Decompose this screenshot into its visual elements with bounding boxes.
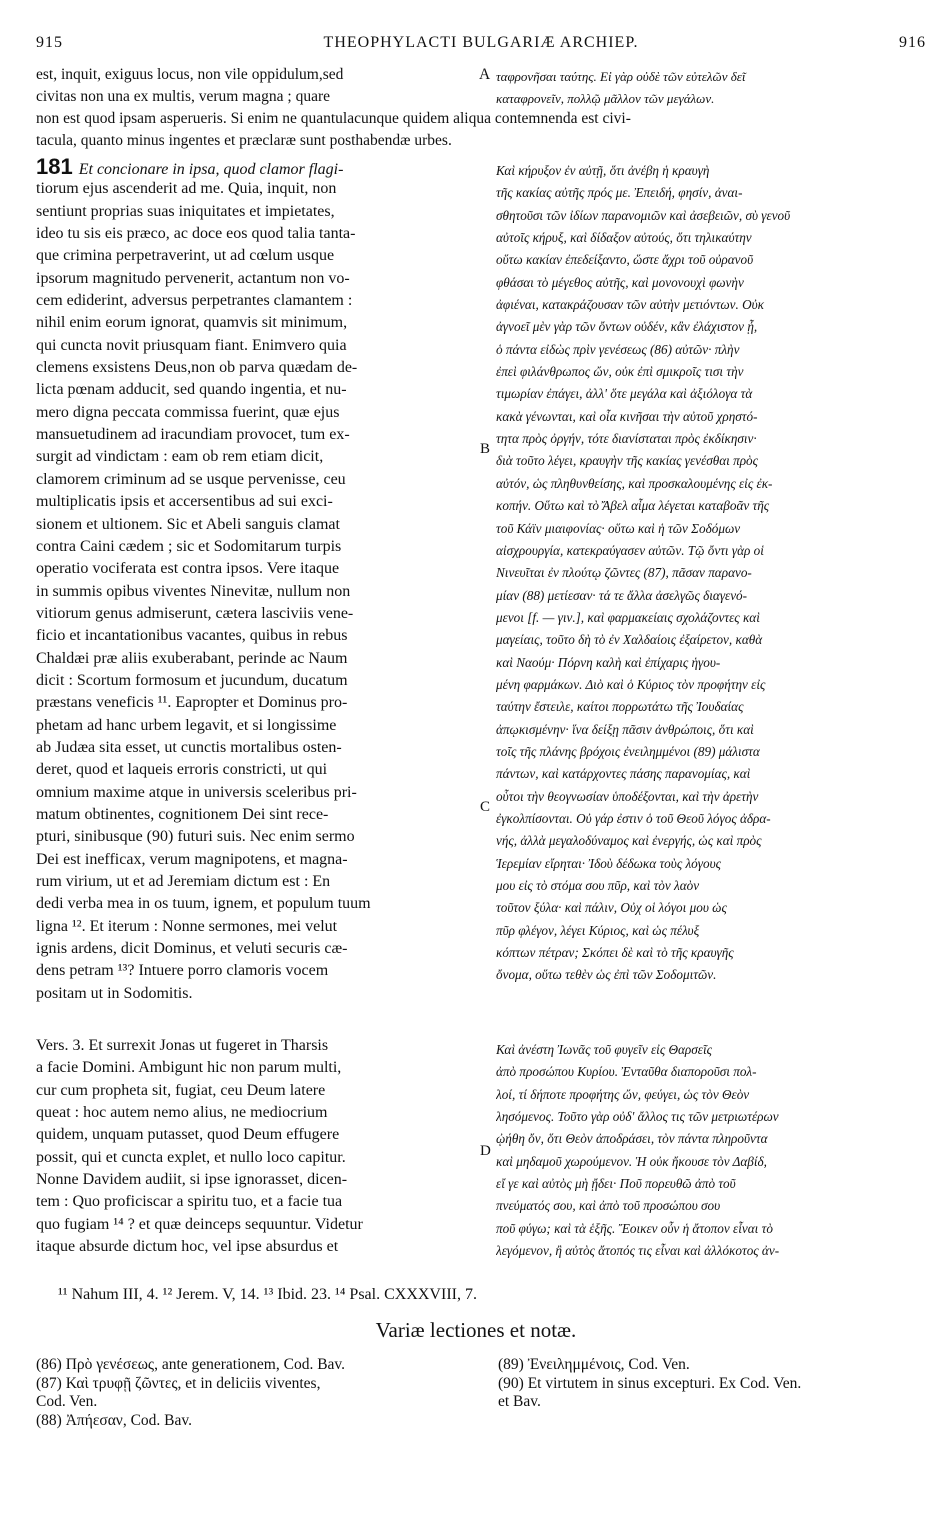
latin-line: tiorum ejus ascenderit ad me. Quia, inquit, non xyxy=(36,180,337,198)
latin-line: ideo tu sis eis præco, ac doce eos quod talia tanta- xyxy=(36,225,356,243)
greek-line: νής, ἀλλὰ μεγαλοδύναμος καὶ ἐνεργής, ὡς καὶ πρὸς xyxy=(496,833,762,849)
latin-line: ignis ardens, dicit Dominus, et veluti securis cæ- xyxy=(36,940,348,958)
latin-line: cur cum propheta sit, fugiat, ceu Deum latere xyxy=(36,1081,326,1099)
latin-line: phetam ad hanc urbem legavit, et si longissime xyxy=(36,716,337,734)
greek-line: τητα πρὸς ὀργήν, τότε διανίσταται πρὸς ἐκδίκησιν· xyxy=(496,431,757,447)
latin-line: positam ut in Sodomitis. xyxy=(36,984,193,1002)
latin-line: rum virium, ut et ad Jeremiam dictum est : En xyxy=(36,873,331,890)
variant-reading: et Bav. xyxy=(498,1393,541,1410)
latin-line: pturi, sinibusque (90) futuri suis. Nec enim sermo xyxy=(36,828,355,846)
latin-line: clamorem criminum ad se usque pervenisse, ceu xyxy=(36,470,346,488)
latin-line: præstans veneficis ¹¹. Eapropter et Dominus pro- xyxy=(36,694,348,712)
latin-column-verse-3 xyxy=(36,1035,476,1258)
greek-line: τοῦτον ξύλα· καὶ πάλιν, Οὐχ οἱ λόγοι μου ὡς xyxy=(496,900,727,916)
margin-letter-c: C xyxy=(480,799,491,815)
greek-line: Νινευῖται ἐν πλούτῳ ζῶντες (87), πᾶσαν παρανο- xyxy=(496,565,752,581)
latin-line: queat : hoc autem nemo alius, ne mediocrium xyxy=(36,1104,328,1122)
latin-line: a facie Domini. Ambigunt hic non parum multi, xyxy=(36,1059,342,1077)
latin-line: dicit : Scortum formosum et jucundum, ducatum xyxy=(36,671,348,689)
latin-line: possit, qui et cuncta explet, et nullo loco capitur. xyxy=(36,1148,346,1166)
greek-line: ἀφιέναι, κατακράζουσαν τῶν αὐτὴν μετιόντων. Οὐκ xyxy=(496,297,764,313)
page-number-left: 915 xyxy=(36,34,63,51)
latin-line: sentiunt proprias suas iniquitates et impietates, xyxy=(36,202,335,220)
greek-line: πάντων, καὶ κατάρχοντες πάσης παρανομίας, καὶ xyxy=(496,766,751,782)
section-number: 181 xyxy=(36,156,73,179)
greek-line: τῆς κακίας αὐτῆς πρός με. Ἐπειδή, φησίν, ἀναι- xyxy=(496,185,743,201)
latin-line: dedi verba mea in os tuum, ignem, et populum tuum xyxy=(36,895,371,913)
latin-line: ligna ¹². Et iterum : Nonne sermones, mei velut xyxy=(36,917,338,935)
greek-line: ὁ πάντα εἰδὼς πρὶν γενέσεως (86) αὐτῶν· πλὴν xyxy=(496,341,740,357)
latin-line: tem : Quo proficiscar a spiritu tuo, et a facie tua xyxy=(36,1193,343,1211)
latin-line: ab Judæa sita esset, ut cunctis mortalibus osten- xyxy=(36,738,342,756)
latin-full-width-line-2: tacula, quanto minus ingentes et præclaræ sunt posthabendæ urbes. xyxy=(36,132,452,149)
greek-line: κακὰ γένωνται, καὶ οἷα κινῆσαι τὴν αὐτοῦ χρηστό- xyxy=(496,408,758,424)
latin-line: surgit ad vindictam : eam ob rem etiam dicit, xyxy=(36,448,324,466)
margin-letter-b: B xyxy=(480,441,491,457)
greek-line: κοπήν. Οὕτω καὶ τὸ Ἄβελ αἷμα λέγεται καταβοᾶν τῆς xyxy=(496,498,770,514)
greek-line: ὄνομα, οὕτω τεθὲν ὡς ἐπὶ τῶν Σοδομιτῶν. xyxy=(496,967,717,983)
greek-line: λεγόμενον, ἢ αὐτὸς ἄτοπός τις εἶναι καὶ ἀλλόκοτος ἀν- xyxy=(496,1243,780,1259)
greek-line: μου εἰς τὸ στόμα σου πῦρ, καὶ τὸν λαὸν xyxy=(496,878,700,893)
latin-line: cem ediderint, adversus perpetrantes clamantem : xyxy=(36,292,353,310)
latin-line: Vers. 3. Et surrexit Jonas ut fugeret in Tharsis xyxy=(36,1037,329,1054)
greek-line: τοῖς τῆς πλάνης βρόχοις ἐνειλημμένοι (89) μάλιστα xyxy=(496,743,760,759)
greek-line: αἰσχρουργία, κατεκραύγασεν αὐτῶν. Τῷ ὄντι γὰρ οἱ xyxy=(496,542,764,558)
latin-line: nihil enim eorum ignorat, quamvis sit minimum, xyxy=(36,314,348,332)
greek-line: λοί, τί δήποτε προφήτης ὤν, φεύγει, ὡς τὸν Θεὸν xyxy=(496,1086,750,1102)
latin-line: contra Caini cædem ; sic et Sodomitarum turpis xyxy=(36,537,342,555)
greek-line: λησόμενος. Τοῦτο γὰρ οὐδ' ἄλλος τις τῶν μετριωτέρων xyxy=(496,1109,779,1125)
greek-line: καὶ μηδαμοῦ χωρούμενον. Ἡ οὐκ ἤκουσε τὸν Δαβίδ, xyxy=(496,1153,767,1169)
greek-line: οὕτω κακίαν ἐπεδείξαντο, ὥστε ἄχρι τοῦ οὐρανοῦ xyxy=(496,252,754,268)
variant-reading: Cod. Ven. xyxy=(36,1393,98,1410)
latin-line: Dei est inefficax, verum magnipotens, et magna- xyxy=(36,850,348,868)
latin-line: que crimina perpetraverint, ut ad cœlum usque xyxy=(36,247,335,265)
latin-line: deret, quod et laqueis erroris constricti, ut qui xyxy=(36,761,328,779)
greek-line: ἀγνοεῖ μὲν γὰρ τῶν ὄντων οὐδέν, κἂν ἐλάχιστον ᾖ, xyxy=(496,319,758,335)
variant-reading: (86) Πρὸ γενέσεως, ante generationem, Cod. Bav. xyxy=(36,1356,346,1373)
margin-letter-d: D xyxy=(480,1143,491,1159)
latin-line: quo fugiam ¹⁴ ? et quæ deinceps sequuntur. Videtur xyxy=(36,1215,363,1233)
greek-line: μαγείαις, τοῦτο δὴ τὸ ἐν Χαλδαίοις ἐξαίρετον, καθὰ xyxy=(496,632,763,648)
latin-line: ipsorum magnitudo pervenerit, actantum non vo- xyxy=(36,269,350,287)
variant-readings-right xyxy=(498,1356,928,1412)
latin-line: mansuetudinem ad iracundiam provocet, tum ex- xyxy=(36,426,350,444)
greek-line: αὐτόν, ὡς πληθυνθείσης, καὶ προσκαλουμένης εἰς ἐκ- xyxy=(496,475,773,491)
variae-heading: Variæ lectiones et notæ. xyxy=(375,1318,577,1342)
greek-line: ταύτην ἔστειλε, καίτοι πορρωτάτω τῆς Ἰουδαίας xyxy=(496,699,744,715)
greek-line: ποῦ φύγω; καὶ τὰ ἑξῆς. Ἔοικεν οὖν ἡ ἄτοπον εἶναι τὸ xyxy=(496,1220,773,1236)
latin-column-section-181 xyxy=(36,156,476,1005)
greek-line: φθάσαι τὸ μέγεθος αὐτῆς, καὶ μονονουχὶ φωνὴν xyxy=(496,274,744,290)
greek-line: Ἱερεμίαν εἴρηται· Ἰδοὺ δέδωκα τοὺς λόγους xyxy=(496,855,721,871)
greek-line: κόπτων πέτραν; Σκόπει δὲ καὶ τὸ τῆς κραυγῆς xyxy=(496,945,734,961)
greek-line: καὶ Ναούμ· Πόρνη καλὴ καὶ ἐπίχαρις ἡγου- xyxy=(496,654,721,670)
latin-opening-line-1: est, inquit, exiguus locus, non vile oppidulum,sed xyxy=(36,66,344,83)
latin-line: multiplicatis ipsis et accersentibus ad sui exci- xyxy=(36,493,333,511)
latin-line: matum obtinentes, cognitionem Dei sint rece- xyxy=(36,805,329,823)
greek-line: ἐγκολπίσονται. Οὐ γάρ ἐστιν ὁ τοῦ Θεοῦ λόγος ἀδρα- xyxy=(496,810,771,826)
latin-line: quidem, unquam putasset, quod Deum effugere xyxy=(36,1126,340,1144)
greek-line: μίαν (88) μετίεσαν· τά τε ἄλλα ἀσελγῶς διαγενό- xyxy=(496,587,748,603)
latin-line: itaque absurde dictum hoc, vel ipse absurdus et xyxy=(36,1238,339,1256)
greek-line: τιμωρίαν ἐπάγει, ἀλλ' ὅτε μεγάλα καὶ ἀξιόλογα τὰ xyxy=(496,386,753,402)
greek-line: διὰ τοῦτο λέγει, κραυγὴν τῆς κακίας γενέσθαι πρὸς xyxy=(496,453,758,469)
variant-reading: (89) Ἐνειλημμένοις, Cod. Ven. xyxy=(498,1356,690,1373)
running-title: THEOPHYLACTI BULGARIÆ ARCHIEP. xyxy=(323,34,639,51)
greek-line: τοῦ Κάϊν μιαιφονίας· οὕτω καὶ ἡ τῶν Σοδόμων xyxy=(496,520,741,536)
greek-line: σθητοῦσι τῶν ἰδίων παρανομιῶν καὶ ἀσεβειῶν, σὺ γενοῦ xyxy=(496,207,791,223)
variant-reading: (90) Et virtutem in sinus excepturi. Ex Cod. Ven. xyxy=(498,1374,802,1392)
greek-line: πῦρ φλέγον, λέγει Κύριος, καὶ ὡς πέλυξ xyxy=(496,922,700,938)
greek-line: ἀπῳκισμένην· ἵνα δείξῃ πᾶσιν ἀνθρώποις, ὅτι καὶ xyxy=(496,721,754,737)
greek-line: μένη φαρμάκων. Διὸ καὶ ὁ Κύριος τὸν προφήτην εἰς xyxy=(496,676,766,692)
greek-line: ἐπεὶ φιλάνθρωπος ὤν, οὐκ ἐπὶ σμικροῖς τισι τὴν xyxy=(496,364,744,380)
greek-line: Καὶ ἀνέστη Ἰωνᾶς τοῦ φυγεῖν εἰς Θαρσεῖς xyxy=(496,1042,712,1057)
latin-line: omnium maxime atque in universis sceleribus pri- xyxy=(36,783,357,801)
latin-line: qui cuncta novit priusquam fiant. Enimvero quia xyxy=(36,336,347,354)
variant-readings-left xyxy=(36,1356,476,1430)
variant-reading: (87) Καὶ τρυφῇ ζῶντες, et in deliciis viventes, xyxy=(36,1374,321,1392)
latin-line: licta pœnam adducit, sed quando ingentia, et nu- xyxy=(36,381,347,399)
latin-line: ficio et incantationibus vacantes, quibus in rebus xyxy=(36,627,348,645)
variant-reading: (88) Ἀπήεσαν, Cod. Bav. xyxy=(36,1411,192,1429)
latin-line: sionem et ultionem. Sic et Abeli sanguis clamat xyxy=(36,515,340,533)
page-number-right: 916 xyxy=(899,34,926,51)
latin-line: in summis opibus viventes Ninevitæ, nullum non xyxy=(36,582,351,600)
latin-line: Chaldæi præ aliis exuberabant, perinde ac Naum xyxy=(36,649,348,667)
greek-line: αὐτοῖς κήρυξ, καὶ δίδαξον αὐτούς, ὅτι τηλικαύτην xyxy=(496,230,752,246)
latin-line: mero digna peccata commissa fuerint, quæ ejus xyxy=(36,403,340,421)
latin-line: clemens exsistens Deus,non ob parva quædam de- xyxy=(36,359,358,377)
latin-line: vitiorum genus admiserunt, cætera lasciviis vene- xyxy=(36,604,354,622)
greek-line: μενοι [f. — γιν.], καὶ φαρμακείαις σχολάζοντες καὶ xyxy=(496,609,760,625)
running-header xyxy=(36,34,926,56)
greek-column-section-181 xyxy=(496,160,928,987)
greek-line: πνεύματός σου, καὶ ἀπὸ τοῦ προσώπου σου xyxy=(496,1198,721,1214)
latin-line: 181 Et concionare in ipsa, quod clamor flagi- xyxy=(36,156,344,179)
greek-column-verse-3 xyxy=(496,1039,928,1262)
greek-line: ἀπὸ προσώπου Κυρίου. Ἐνταῦθα διαποροῦσι πολ- xyxy=(496,1064,757,1080)
latin-full-width-line-1: non est quod ipsam asperueris. Si enim ne quantulacunque quidem aliqua contemnenda est civi- xyxy=(36,110,631,127)
greek-opening-line-1: ταφρονῆσαι ταύτης. Εἰ γὰρ οὐδὲ τῶν εὐτελῶν δεῖ xyxy=(496,69,746,84)
greek-line: εἴ γε καὶ αὐτὸς μὴ ᾔδει· Ποῦ πορευθῶ ἀπὸ τοῦ xyxy=(496,1176,736,1192)
latin-line: Nonne Davidem audiit, si ipse ignorasset, dicen- xyxy=(36,1171,348,1189)
footnotes: ¹¹ Nahum III, 4. ¹² Jerem. V, 14. ¹³ Ibid. 23. ¹⁴ Psal. CXXXVIII, 7. xyxy=(58,1286,477,1303)
latin-opening-line-2: civitas non una ex multis, verum magna ; quare xyxy=(36,88,330,105)
latin-line: operatio vociferata est contra ipsos. Vere itaque xyxy=(36,560,340,578)
latin-line: dens petram ¹³? Intuere porro clamoris vocem xyxy=(36,962,329,980)
greek-line: ᾠήθη ὄν, ὅτι Θεὸν ἀποδράσει, τὸν πάντα πληροῦντα xyxy=(496,1131,768,1147)
greek-opening-line-2: καταφρονεῖν, πολλῷ μᾶλλον τῶν μεγάλων. xyxy=(496,91,715,106)
greek-line: Καὶ κήρυξον ἐν αὐτῇ, ὅτι ἀνέβη ἡ κραυγὴ xyxy=(496,163,710,178)
margin-letter-a: A xyxy=(479,66,491,83)
greek-line: οὗτοι τὴν θεογνωσίαν ὑποδέξονται, καὶ τὴν ἀρετὴν xyxy=(496,788,759,804)
